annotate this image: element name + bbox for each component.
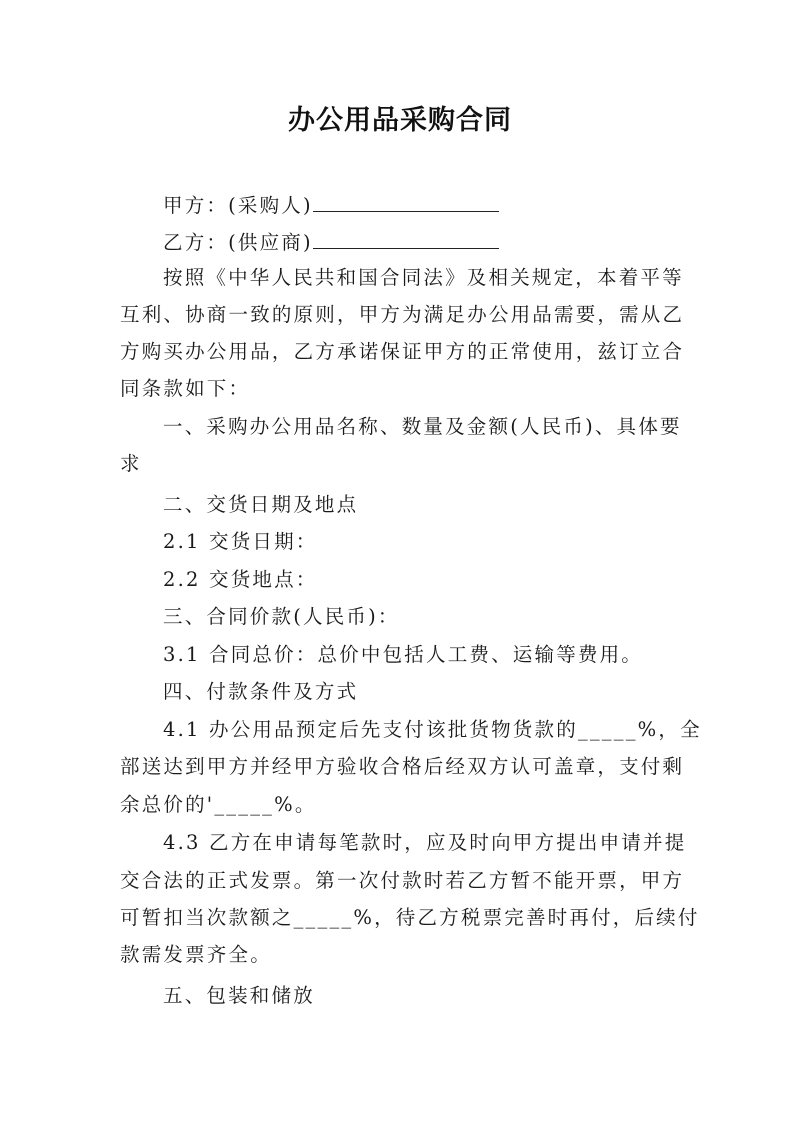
section-heading: 求 xyxy=(120,452,142,475)
party-b-blank[interactable] xyxy=(313,230,499,249)
clause-line: 4.1 办公用品预定后先支付该批货物货款的_____%，全 xyxy=(163,718,702,741)
clause-line: 3.1 合同总价：总价中包括人工费、运输等费用。 xyxy=(163,643,644,666)
clause-line: 款需发票齐全。 xyxy=(120,943,272,966)
clause-line: 余总价的'_____%。 xyxy=(120,793,317,816)
paragraph-line: 按照《中华人民共和国合同法》及相关规定，本着平等 xyxy=(163,266,684,289)
document-title: 办公用品采购合同 xyxy=(288,105,512,136)
section-heading: 四、付款条件及方式 xyxy=(163,680,359,703)
section-heading: 二、交货日期及地点 xyxy=(163,493,359,516)
clause-line: 交合法的正式发票。第一次付款时若乙方暂不能开票，甲方 xyxy=(120,869,685,892)
paragraph-line: 互利、协商一致的原则，甲方为满足办公用品需要，需从乙 xyxy=(120,303,685,326)
clause-line: 4.3 乙方在申请每笔款时，应及时向甲方提出申请并提 xyxy=(163,831,687,854)
clause-line: 2.2 交货地点： xyxy=(163,568,318,591)
paragraph-line: 方购买办公用品，乙方承诺保证甲方的正常使用，兹订立合 xyxy=(120,340,685,363)
section-heading: 五、包装和储放 xyxy=(163,984,315,1007)
party-a-label: 甲方：(采购人) xyxy=(163,194,313,217)
section-heading: 一、采购办公用品名称、数量及金额(人民币)、具体要 xyxy=(163,415,682,438)
clause-line: 可暂扣当次款额之_____%，待乙方税票完善时再付，后续付 xyxy=(120,906,700,929)
paragraph-line: 同条款如下： xyxy=(120,377,251,400)
section-heading: 三、合同价款(人民币)： xyxy=(163,605,400,628)
party-a-line xyxy=(163,193,499,218)
clause-line: 部送达到甲方并经甲方验收合格后经双方认可盖章，支付剩 xyxy=(120,755,685,778)
party-a-blank[interactable] xyxy=(313,193,499,212)
clause-line: 2.1 交货日期： xyxy=(163,530,318,553)
party-b-line xyxy=(163,230,499,255)
party-b-label: 乙方：(供应商) xyxy=(163,231,313,254)
